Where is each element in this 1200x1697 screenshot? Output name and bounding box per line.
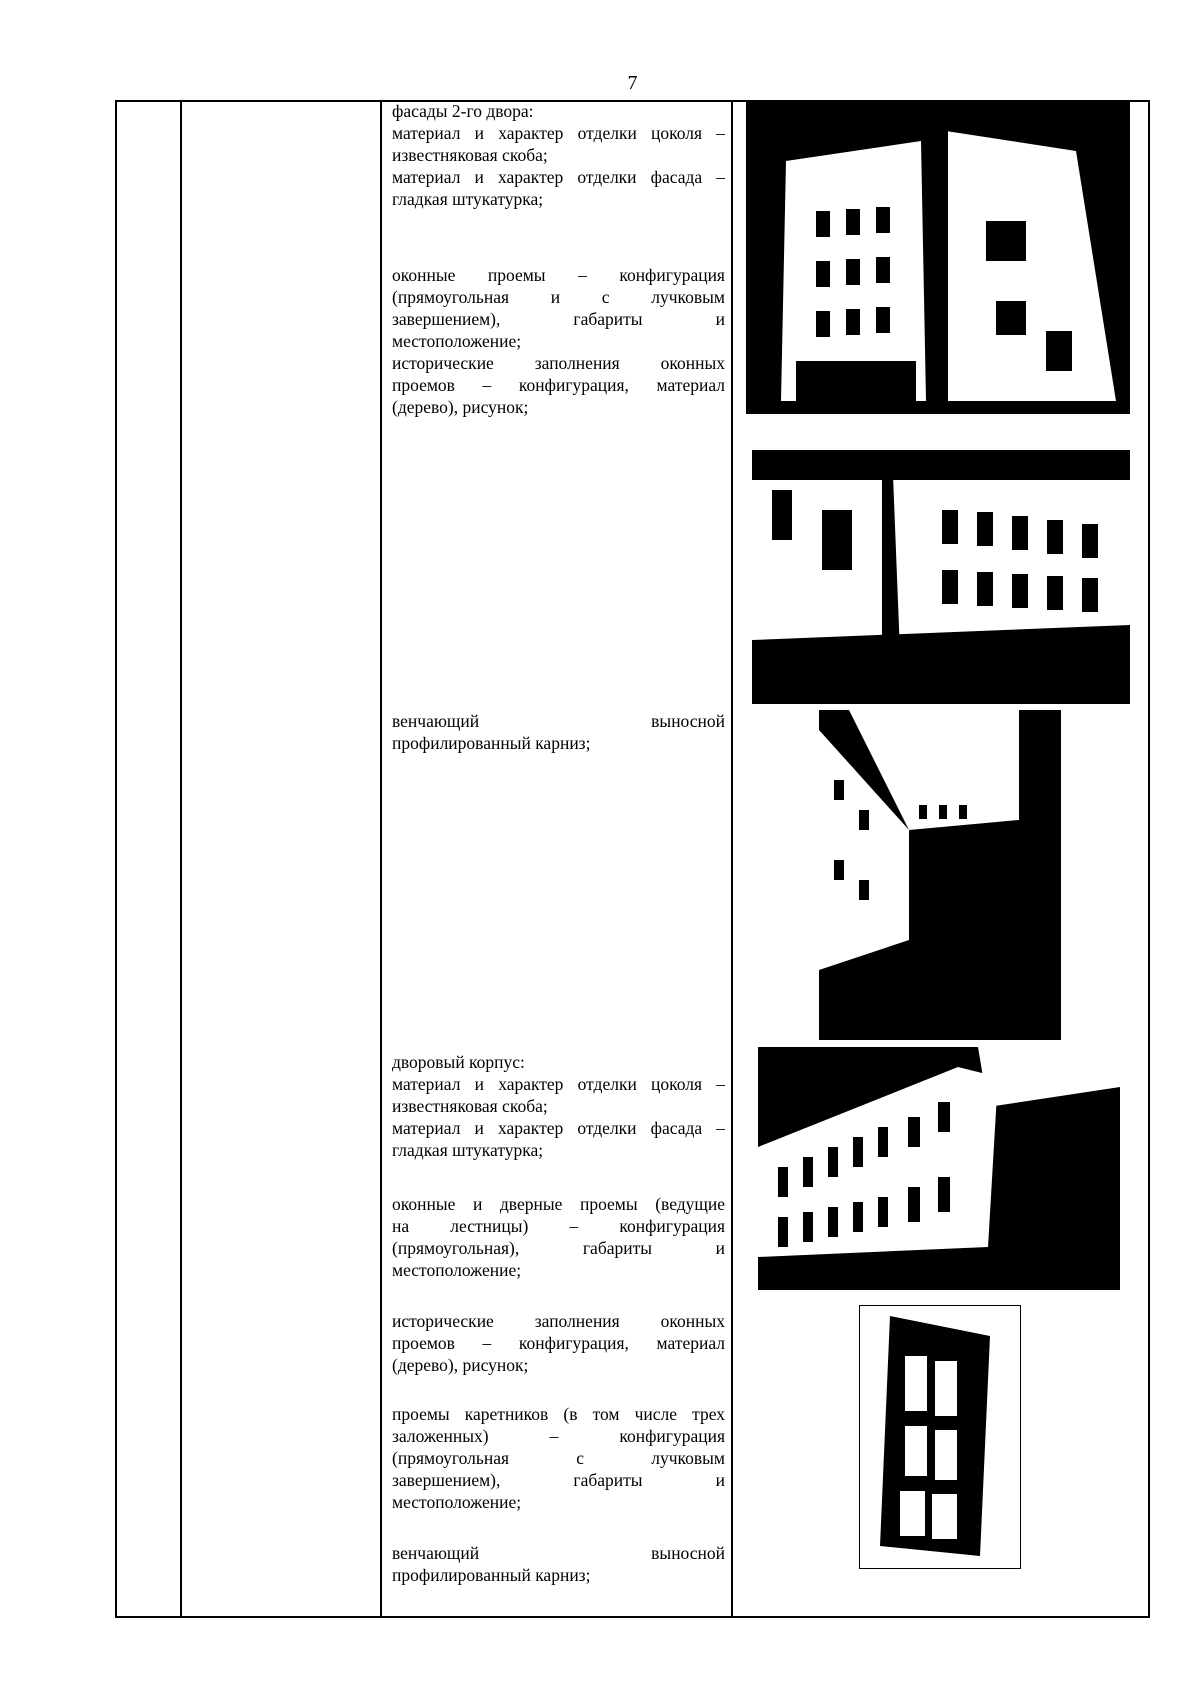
yard-fill-block xyxy=(392,1310,725,1376)
courtyard-facade-photo xyxy=(746,101,1130,414)
text-line: местоположение; xyxy=(392,1492,522,1512)
text-line: на лестницы) – конфигурация xyxy=(392,1216,725,1236)
text-line: местоположение; xyxy=(392,1260,522,1280)
text-line: известняковая скоба; xyxy=(392,145,548,165)
text-line: материал и характер отделки фасада – xyxy=(392,1118,725,1138)
text-line: заложенных) – конфигурация xyxy=(392,1426,725,1446)
yard-doors-block xyxy=(392,1193,725,1281)
text-line: профилированный карниз; xyxy=(392,1565,591,1585)
text-line: венчающий выносной xyxy=(392,711,725,731)
column-divider xyxy=(180,102,182,1616)
column-divider xyxy=(731,102,733,1616)
column-divider xyxy=(380,102,382,1616)
yard-building-photo xyxy=(758,1047,1120,1290)
text-line: (прямоугольная с лучковым xyxy=(392,1448,725,1468)
yard-building-block xyxy=(392,1051,725,1161)
text-line: оконные проемы – конфигурация xyxy=(392,265,725,285)
section-heading: дворовый корпус: xyxy=(392,1052,525,1072)
courtyard2-windows-block xyxy=(392,264,725,418)
courtyard2-cornice-block xyxy=(392,710,725,754)
text-line: исторические заполнения оконных xyxy=(392,1311,725,1331)
text-line: профилированный карниз; xyxy=(392,733,591,753)
text-line: венчающий выносной xyxy=(392,1543,725,1563)
courtyard-cornice-photo xyxy=(819,710,1061,1040)
text-line: завершением), габариты и xyxy=(392,1470,725,1490)
text-line: проемов – конфигурация, материал xyxy=(392,375,725,395)
text-line: исторические заполнения оконных xyxy=(392,353,725,373)
text-line: материал и характер отделки фасада – xyxy=(392,167,725,187)
text-line: (дерево), рисунок; xyxy=(392,1355,529,1375)
text-line: проемов – конфигурация, материал xyxy=(392,1333,725,1353)
text-line: завершением), габариты и xyxy=(392,309,725,329)
text-line: известняковая скоба; xyxy=(392,1096,548,1116)
courtyard-facade-photo-2 xyxy=(752,450,1130,704)
text-line: гладкая штукатурка; xyxy=(392,189,544,209)
yard-cornice-block xyxy=(392,1542,725,1586)
text-line: проемы каретников (в том числе трех xyxy=(392,1404,725,1424)
window-detail-photo xyxy=(859,1305,1021,1569)
courtyard2-features-block xyxy=(392,100,725,210)
yard-carriage-block xyxy=(392,1403,725,1513)
text-line: (прямоугольная и с лучковым xyxy=(392,287,725,307)
page-number: 7 xyxy=(627,72,638,94)
text-line: гладкая штукатурка; xyxy=(392,1140,544,1160)
text-line: оконные и дверные проемы (ведущие xyxy=(392,1194,725,1214)
text-line: материал и характер отделки цоколя – xyxy=(392,123,725,143)
section-heading: фасады 2-го двора: xyxy=(392,101,534,121)
text-line: (прямоугольная), габариты и xyxy=(392,1238,725,1258)
text-line: местоположение; xyxy=(392,331,522,351)
text-line: (дерево), рисунок; xyxy=(392,397,529,417)
text-line: материал и характер отделки цоколя – xyxy=(392,1074,725,1094)
